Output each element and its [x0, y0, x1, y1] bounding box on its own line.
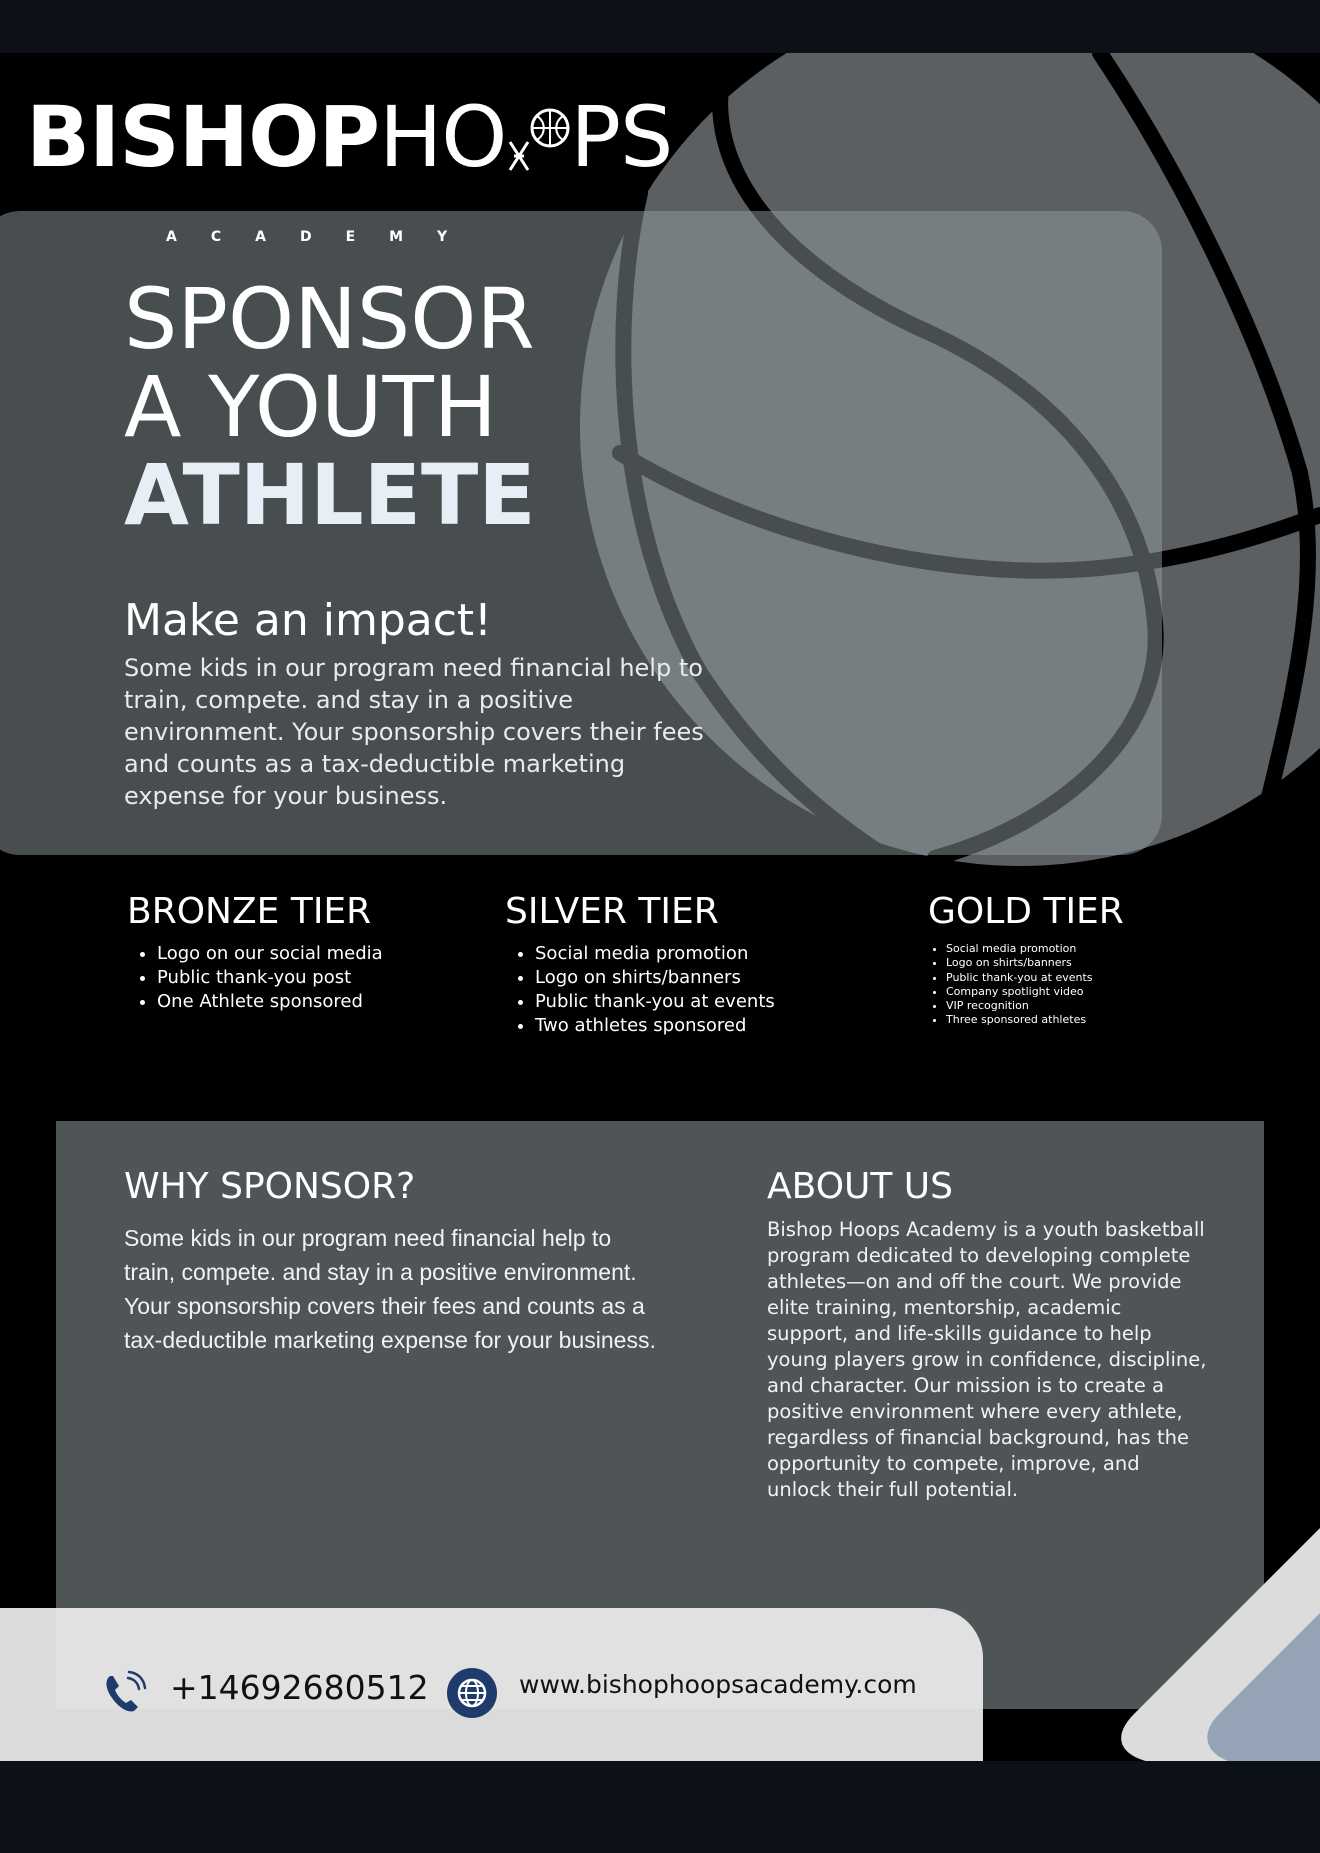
silver-tier [505, 891, 775, 1038]
phone-number[interactable]: +14692680512 [170, 1668, 429, 1707]
tier-benefits-list [127, 942, 383, 1014]
why-sponsor-body: Some kids in our program need financial help to train, compete. and stay in a positive environment. Your sponsorship covers their fees and counts as a tax-deductible marketing expense for your business. [124, 1225, 656, 1353]
impact-heading: Make an impact! [124, 595, 492, 646]
list-item: • Public thank-you at events [535, 990, 775, 1014]
impact-body: Some kids in our program need financial help to train, compete. and stay in a positive environment. Your sponsorship covers their fees and counts as a tax-deductible marketing expense for your business. [124, 654, 704, 810]
list-item: • Public thank-you at events [946, 971, 1124, 985]
list-item: • Logo on shirts/banners [946, 956, 1124, 970]
list-item: • Two athletes sponsored [535, 1014, 775, 1038]
website-link[interactable]: www.bishophoopsacademy.com [519, 1670, 917, 1699]
list-item: • Three sponsored athletes [946, 1013, 1124, 1027]
title-line-3: ATHLETE [124, 446, 536, 544]
list-item: • Company spotlight video [946, 985, 1124, 999]
why-sponsor-heading: WHY SPONSOR? [124, 1166, 416, 1207]
why-sponsor-section [124, 1166, 664, 1357]
globe-icon [446, 1667, 498, 1719]
list-item: • Logo on shirts/banners [535, 966, 775, 990]
flyer [0, 53, 1320, 1761]
tier-heading: GOLD TIER [928, 891, 1124, 932]
tier-benefits-list [928, 942, 1124, 1028]
tier-heading: BRONZE TIER [127, 891, 372, 932]
about-us-heading: ABOUT US [767, 1166, 954, 1207]
logo-tagline: ACADEMY [166, 229, 482, 245]
title-line-1: SPONSOR [124, 270, 535, 368]
gold-tier [928, 891, 1124, 1028]
list-item: • Public thank-you post [157, 966, 383, 990]
list-item: • VIP recognition [946, 999, 1124, 1013]
page-title [124, 270, 536, 544]
list-item: • Social media promotion [946, 942, 1124, 956]
tier-benefits-list [505, 942, 775, 1038]
about-us-body: Bishop Hoops Academy is a youth basketball program dedicated to developing complete athletes—on and off the court. We provide elite training, mentorship, academic support, and life-skills guidance to help young players grow in confidence, discipline, and character. Our mission is to create a positive environment where every athlete, regardless of financial background, has the opportunity to compete, improve, and unlock their full potential. [767, 1218, 1207, 1501]
list-item: • Social media promotion [535, 942, 775, 966]
phone-icon [102, 1670, 148, 1716]
bronze-tier [127, 891, 383, 1014]
impact-section [124, 595, 704, 812]
list-item: • One Athlete sponsored [157, 990, 383, 1014]
about-us-section [767, 1166, 1207, 1503]
tier-heading: SILVER TIER [505, 891, 719, 932]
logo [26, 88, 673, 245]
title-line-2: A YOUTH [124, 358, 497, 456]
logo-wordmark: BISHOPHO PS [26, 88, 673, 186]
basketball-hoop-icon [506, 108, 570, 174]
list-item: • Logo on our social media [157, 942, 383, 966]
decorative-shapes [1080, 1463, 1320, 1761]
